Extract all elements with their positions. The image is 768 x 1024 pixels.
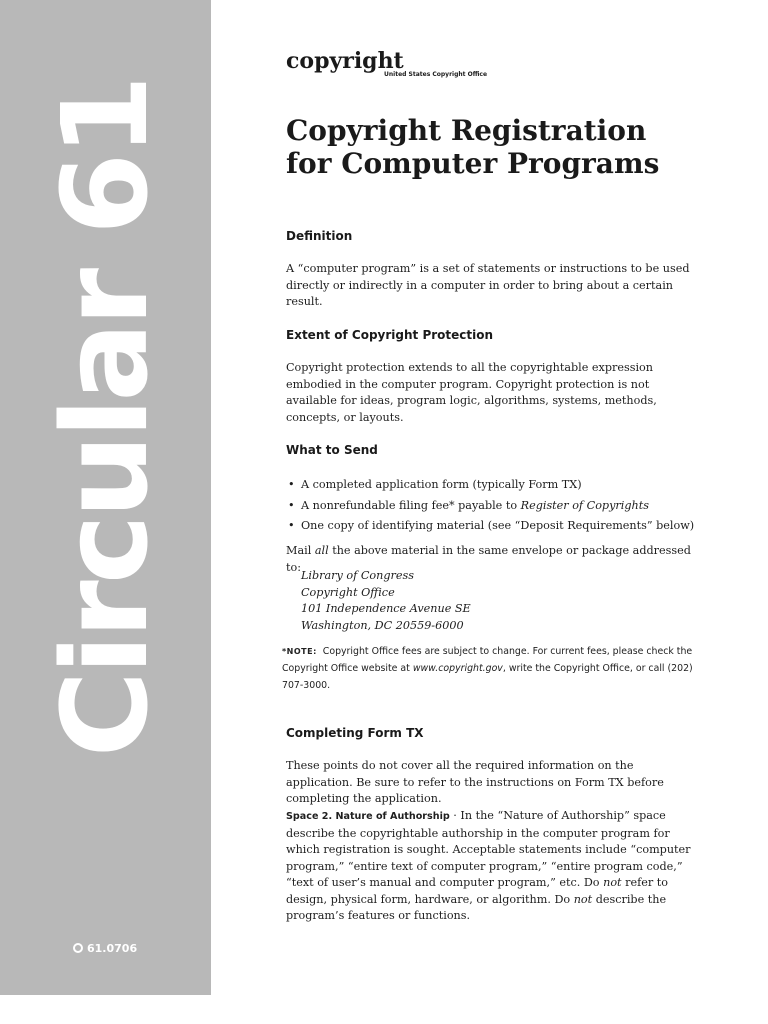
what-to-send-heading: What to Send [286, 443, 378, 457]
space2-label: Space 2. Nature of Authorship [286, 811, 450, 822]
form-tx-heading: Completing Form TX [286, 726, 424, 740]
circular-vertical-title: Circular 61 [36, 78, 174, 758]
address-line: 101 Independence Avenue SE [301, 602, 471, 615]
circular-number [73, 942, 137, 955]
copyright-c-icon [73, 943, 83, 953]
form-tx-intro: These points do not cover all the required information on the application. Be sure to refer to the instructions on Form TX before completing the application. [286, 759, 664, 805]
mailing-address [301, 568, 471, 634]
title-line-2: for Computer Programs [286, 147, 660, 180]
note-label: *NOTE: [282, 647, 317, 656]
copyright-office-logo [286, 48, 488, 78]
title-line-1: Copyright Registration [286, 114, 647, 147]
extent-text: Copyright protection extends to all the copyrightable expression embodied in the computer program. Copyright protection is not available for ideas, program logic, algorithms, systems, methods, concepts, or layouts. [286, 361, 657, 424]
list-item: • A nonrefundable filing fee* payable to Register of Copyrights [286, 498, 706, 515]
mail-instruction: Mail all the above material in the same envelope or package addressed to: [286, 544, 691, 574]
list-item: • A completed application form (typically Form TX) [286, 477, 706, 494]
definition-text: A “computer program” is a set of statements or instructions to be used directly or indirectly in a computer in order to bring about a certain result. [286, 262, 690, 308]
logo-subtitle: United States Copyright Office [384, 71, 488, 78]
payee-name: Register of Copyrights [520, 498, 649, 512]
circular-number-text: 61.0706 [87, 942, 138, 955]
page-title [286, 114, 726, 180]
space2-paragraph: Space 2. Nature of Authorship · In the “Nature of Authorship” space describe the copyrightable authorship in the computer program for which registration is sought. Acceptable statements include “computer program,” “entire text of computer program,” “entire program code,” “text of user’s manual and computer program,” etc. Do not refer to design, physical form, hardware, or algorithm. Do not describe the program’s features or functions. [286, 809, 691, 922]
address-line: Copyright Office [301, 585, 395, 599]
send-list [286, 477, 706, 539]
sidebar-band [0, 0, 211, 995]
definition-heading: Definition [286, 229, 353, 243]
fee-note: *NOTE: Copyright Office fees are subject to change. For current fees, please check the Copyright Office website at www.copyright.gov, write the Copyright Office, or call (202) 707-3000. [282, 646, 693, 691]
extent-heading: Extent of Copyright Protection [286, 328, 494, 342]
address-line: Washington, DC 20559-6000 [301, 618, 464, 632]
address-line: Library of Congress [301, 569, 414, 582]
logo-wordmark: copyright [286, 48, 404, 74]
list-item: • One copy of identifying material (see “Deposit Requirements” below) [286, 518, 706, 535]
website-link[interactable]: www.copyright.gov [412, 663, 503, 674]
